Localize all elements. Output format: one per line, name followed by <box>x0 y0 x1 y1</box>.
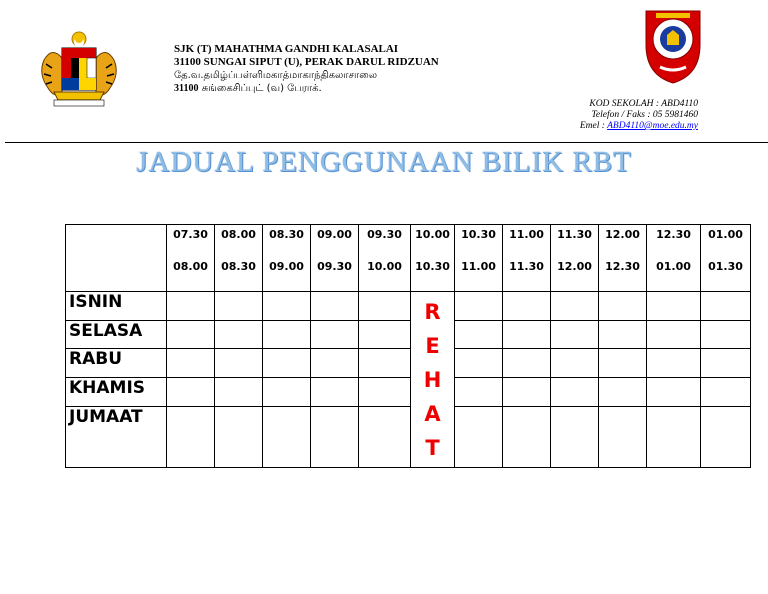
email-line <box>580 121 698 132</box>
schedule-cell[interactable] <box>263 407 311 468</box>
time-start: 10.30 <box>461 228 496 241</box>
schedule-cell[interactable] <box>359 349 411 378</box>
time-slot-header <box>215 225 263 292</box>
break-letter: H <box>423 368 442 392</box>
day-label: KHAMIS <box>66 378 167 407</box>
schedule-cell[interactable] <box>701 292 751 321</box>
time-slot-header <box>455 225 503 292</box>
time-end: 11.30 <box>509 260 544 273</box>
time-slot-header <box>359 225 411 292</box>
time-header-row <box>66 225 751 292</box>
timetable <box>65 224 751 468</box>
contact-block <box>580 99 698 132</box>
time-end: 08.30 <box>221 260 256 273</box>
schedule-cell[interactable] <box>551 349 599 378</box>
schedule-cell[interactable] <box>647 407 701 468</box>
schedule-cell[interactable] <box>215 407 263 468</box>
schedule-cell[interactable] <box>599 321 647 349</box>
schedule-cell[interactable] <box>311 321 359 349</box>
time-start: 12.30 <box>656 228 691 241</box>
schedule-cell[interactable] <box>503 292 551 321</box>
header-divider <box>5 142 768 143</box>
time-slot-header <box>701 225 751 292</box>
schedule-cell[interactable] <box>701 349 751 378</box>
time-slot-header <box>551 225 599 292</box>
schedule-cell[interactable] <box>455 378 503 407</box>
schedule-cell[interactable] <box>455 321 503 349</box>
tamil-postcode: 31100 <box>174 83 199 94</box>
schedule-cell[interactable] <box>551 321 599 349</box>
time-start: 01.00 <box>708 228 743 241</box>
time-slot-header <box>263 225 311 292</box>
time-start: 07.30 <box>173 228 208 241</box>
timetable-body <box>66 292 751 468</box>
time-start: 12.00 <box>605 228 640 241</box>
time-start: 11.00 <box>509 228 544 241</box>
email-link[interactable]: ABD4110@moe.edu.my <box>607 121 698 131</box>
time-slot-header <box>411 225 455 292</box>
day-row <box>66 349 751 378</box>
schedule-cell[interactable] <box>167 407 215 468</box>
time-start: 10.00 <box>415 228 450 241</box>
time-start: 09.00 <box>317 228 352 241</box>
day-label: RABU <box>66 349 167 378</box>
school-address: 31100 SUNGAI SIPUT (U), PERAK DARUL RIDZUAN <box>174 56 439 68</box>
school-address-tamil <box>174 82 439 95</box>
schedule-cell[interactable] <box>167 292 215 321</box>
schedule-cell[interactable] <box>167 349 215 378</box>
day-label: SELASA <box>66 321 167 349</box>
time-end: 01.00 <box>656 260 691 273</box>
time-start: 09.30 <box>367 228 402 241</box>
schedule-cell[interactable] <box>551 378 599 407</box>
schedule-cell[interactable] <box>599 292 647 321</box>
day-row <box>66 292 751 321</box>
schedule-cell[interactable] <box>647 378 701 407</box>
schedule-cell[interactable] <box>359 292 411 321</box>
time-end: 09.30 <box>317 260 352 273</box>
school-badge-logo <box>638 5 708 85</box>
schedule-cell[interactable] <box>701 321 751 349</box>
schedule-cell[interactable] <box>167 321 215 349</box>
time-start: 11.30 <box>557 228 592 241</box>
schedule-cell[interactable] <box>647 349 701 378</box>
schedule-cell[interactable] <box>701 378 751 407</box>
schedule-cell[interactable] <box>263 378 311 407</box>
time-slot-header <box>311 225 359 292</box>
schedule-cell[interactable] <box>455 407 503 468</box>
schedule-cell[interactable] <box>311 407 359 468</box>
day-label: JUMAAT <box>66 407 167 468</box>
school-name: SJK (T) MAHATHMA GANDHI KALASALAI <box>174 43 399 55</box>
day-row <box>66 321 751 349</box>
schedule-cell[interactable] <box>359 378 411 407</box>
schedule-cell[interactable] <box>503 349 551 378</box>
day-row <box>66 407 751 468</box>
schedule-cell[interactable] <box>311 292 359 321</box>
schedule-cell[interactable] <box>455 349 503 378</box>
schedule-cell[interactable] <box>551 292 599 321</box>
time-slot-header <box>647 225 701 292</box>
time-end: 09.00 <box>269 260 304 273</box>
school-code: KOD SEKOLAH : ABD4110 <box>589 99 698 109</box>
schedule-cell[interactable] <box>599 407 647 468</box>
schedule-cell[interactable] <box>215 378 263 407</box>
phone-fax: Telefon / Faks : 05 5981460 <box>591 110 698 120</box>
break-letter: A <box>424 402 441 426</box>
school-name-tamil: தே.வ.தமிழ்ப்பள்ளிமகாத்மாகாந்திகலாசாலை <box>174 70 378 81</box>
school-address-block <box>174 43 439 95</box>
day-label: ISNIN <box>66 292 167 321</box>
schedule-cell[interactable] <box>359 407 411 468</box>
schedule-cell[interactable] <box>359 321 411 349</box>
schedule-cell[interactable] <box>599 349 647 378</box>
schedule-cell[interactable] <box>263 349 311 378</box>
tamil-address-text: சுங்கைசிப்புட் (வ) பேராக். <box>198 83 322 94</box>
schedule-cell[interactable] <box>263 321 311 349</box>
time-slot-header <box>503 225 551 292</box>
schedule-cell[interactable] <box>551 407 599 468</box>
schedule-cell[interactable] <box>599 378 647 407</box>
break-cell <box>411 292 455 468</box>
schedule-cell[interactable] <box>503 321 551 349</box>
time-start: 08.30 <box>269 228 304 241</box>
time-end: 12.30 <box>605 260 640 273</box>
time-slot-header <box>167 225 215 292</box>
coat-of-arms-logo <box>34 28 124 112</box>
time-start: 08.00 <box>221 228 256 241</box>
schedule-cell[interactable] <box>215 321 263 349</box>
schedule-cell[interactable] <box>503 378 551 407</box>
time-end: 12.00 <box>557 260 592 273</box>
schedule-cell[interactable] <box>215 349 263 378</box>
time-end: 08.00 <box>173 260 208 273</box>
time-end: 10.00 <box>367 260 402 273</box>
time-slot-header <box>599 225 647 292</box>
schedule-cell[interactable] <box>503 407 551 468</box>
time-end: 11.00 <box>461 260 496 273</box>
email-label: Emel : <box>579 121 605 131</box>
time-end: 10.30 <box>415 260 450 273</box>
schedule-cell[interactable] <box>455 292 503 321</box>
schedule-cell[interactable] <box>263 292 311 321</box>
day-row <box>66 378 751 407</box>
corner-cell <box>66 225 167 292</box>
schedule-cell[interactable] <box>647 321 701 349</box>
schedule-cell[interactable] <box>215 292 263 321</box>
break-letter: E <box>425 334 440 358</box>
schedule-cell[interactable] <box>647 292 701 321</box>
time-end: 01.30 <box>708 260 743 273</box>
schedule-cell[interactable] <box>311 378 359 407</box>
break-letter: R <box>424 300 441 324</box>
schedule-cell[interactable] <box>701 407 751 468</box>
page-title: JADUAL PENGGUNAAN BILIK RBT <box>136 146 632 178</box>
schedule-cell[interactable] <box>311 349 359 378</box>
break-letter: T <box>425 436 440 460</box>
schedule-cell[interactable] <box>167 378 215 407</box>
